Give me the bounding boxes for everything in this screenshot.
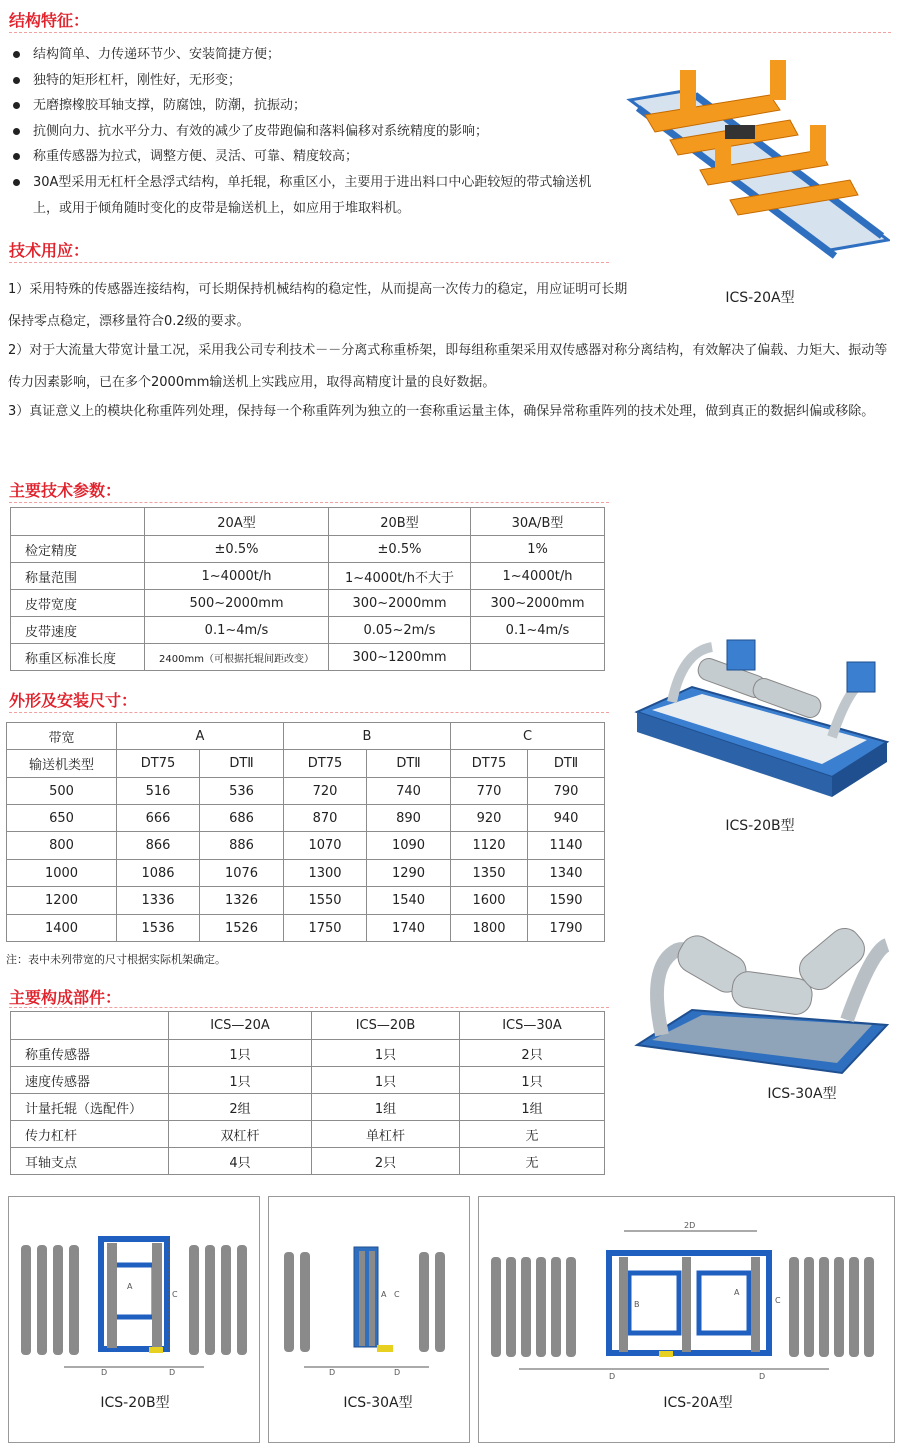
- table-header-cell: DT75: [117, 750, 200, 778]
- application-title: 技术用应：: [9, 241, 90, 260]
- table-cell: 1536: [117, 915, 200, 942]
- table-cell: 1336: [117, 887, 200, 915]
- table-header-cell: ICS—30A: [460, 1012, 605, 1040]
- divider: [9, 262, 609, 263]
- table-cell: 2组: [169, 1094, 312, 1121]
- dim-label: D: [759, 1372, 766, 1381]
- table-cell: 890: [367, 805, 451, 832]
- table-cell: 0.1~4m/s: [145, 617, 329, 644]
- table-cell: 1800: [451, 915, 528, 942]
- table-header-cell: DT75: [451, 750, 528, 778]
- table-cell: 2400mm（可根据托辊间距改变）: [145, 644, 329, 671]
- product-image-ics-20b: [632, 632, 892, 812]
- table-cell: 1只: [312, 1040, 460, 1067]
- application-paragraph-2: 2）对于大流量大带宽计量工况，采用我公司专利技术－－分离式称重桥架，即每组称重架采用双传感器对称分离结构，有效解决了偏载、力矩大、振动等传力因素影响，已在多个2000mm输送机上实践应用，取得高精度计量的良好数据。: [8, 343, 888, 390]
- table-cell: 866: [117, 832, 200, 860]
- params-title: 主要技术参数：: [9, 481, 122, 500]
- table-cell: 1740: [367, 915, 451, 942]
- diagram-caption-ics-20a: ICS-20A型: [663, 1395, 733, 1411]
- table-cell: 1只: [169, 1067, 312, 1094]
- table-cell: 1750: [284, 915, 367, 942]
- table-row: [7, 887, 605, 915]
- table-cell: 1070: [284, 832, 367, 860]
- table-cell: 1326: [200, 887, 284, 915]
- dim-label: D: [329, 1368, 336, 1377]
- diagram-caption-ics-20b: ICS-20B型: [100, 1395, 170, 1411]
- table-cell: 1组: [312, 1094, 460, 1121]
- table-cell: 1%: [471, 536, 605, 563]
- table-cell: 790: [528, 778, 605, 805]
- table-cell: 650: [7, 805, 117, 832]
- table-header-row: [7, 750, 605, 778]
- table-header-cell: 带宽: [7, 723, 117, 750]
- table-cell: ±0.5%: [329, 536, 471, 563]
- table-cell: 速度传感器: [11, 1067, 169, 1094]
- dim-label: D: [609, 1372, 616, 1381]
- table-cell: 1~4000t/h: [145, 563, 329, 590]
- table-cell: 1350: [451, 860, 528, 887]
- dim-label: D: [169, 1368, 176, 1377]
- table-cell: 300~2000mm: [471, 590, 605, 617]
- dims-title: 外形及安装尺寸：: [9, 691, 138, 710]
- table-cell: 1120: [451, 832, 528, 860]
- table-cell: 1590: [528, 887, 605, 915]
- dim-label: C: [172, 1290, 178, 1299]
- list-item: 抗侧向力、抗水平分力、有效的减少了皮带跑偏和落料偏移对系统精度的影响；: [8, 119, 608, 145]
- table-header-cell: 20A型: [145, 508, 329, 536]
- table-cell: 500~2000mm: [145, 590, 329, 617]
- table-cell: 300~2000mm: [329, 590, 471, 617]
- table-cell: 770: [451, 778, 528, 805]
- table-cell: 1790: [528, 915, 605, 942]
- divider: [9, 1007, 609, 1008]
- product-caption-ics-20a: ICS-20A型: [725, 290, 795, 306]
- table-cell: ±0.5%: [145, 536, 329, 563]
- table-cell: 1076: [200, 860, 284, 887]
- table-header-cell: DTⅡ: [367, 750, 451, 778]
- table-header-cell: ICS—20A: [169, 1012, 312, 1040]
- table-cell: 1只: [312, 1067, 460, 1094]
- table-header-cell: 输送机类型: [7, 750, 117, 778]
- table-cell: 740: [367, 778, 451, 805]
- table-cell: 无: [460, 1121, 605, 1148]
- table-row: [11, 1067, 605, 1094]
- table-row: [7, 915, 605, 942]
- diagram-caption-ics-30a: ICS-30A型: [343, 1395, 413, 1411]
- table-cell: 920: [451, 805, 528, 832]
- list-item: 30A型采用无杠杆全悬浮式结构，单托辊，称重区小，主要用于进出料口中心距较短的带式输送机上，或用于倾角随时变化的皮带是输送机上，如应用于堆取料机。: [8, 170, 608, 221]
- table-header-cell: 30A/B型: [471, 508, 605, 536]
- table-cell: 1200: [7, 887, 117, 915]
- params-table: [10, 507, 605, 671]
- table-cell: 0.05~2m/s: [329, 617, 471, 644]
- application-paragraph-1: 1）采用特殊的传感器连接结构，可长期保持机械结构的稳定性，从而提高一次传力的稳定，用应证明可长期保持零点稳定，漂移量符合0.2级的要求。: [8, 282, 628, 329]
- table-row: [11, 536, 605, 563]
- divider: [9, 32, 891, 33]
- table-cell: 双杠杆: [169, 1121, 312, 1148]
- table-cell: 1400: [7, 915, 117, 942]
- table-header-cell: [11, 508, 145, 536]
- table-row: [11, 1148, 605, 1175]
- dim-label: B: [634, 1300, 640, 1309]
- table-row: [7, 805, 605, 832]
- dim-label: A: [734, 1288, 740, 1297]
- table-row: [7, 860, 605, 887]
- dim-label: D: [101, 1368, 108, 1377]
- table-cell: 666: [117, 805, 200, 832]
- table-row: [11, 617, 605, 644]
- table-cell: 1~4000t/h: [471, 563, 605, 590]
- features-list: [8, 42, 608, 221]
- table-cell: 1140: [528, 832, 605, 860]
- table-cell: 1600: [451, 887, 528, 915]
- table-cell: 300~1200mm: [329, 644, 471, 671]
- dim-label: A: [127, 1282, 133, 1291]
- table-cell: 称量范围: [11, 563, 145, 590]
- table-cell: 1300: [284, 860, 367, 887]
- dim-label: C: [394, 1290, 400, 1299]
- table-cell: 称重传感器: [11, 1040, 169, 1067]
- table-header-row: [11, 508, 605, 536]
- table-header-cell: C: [451, 723, 605, 750]
- table-row: [11, 1040, 605, 1067]
- dim-label: D: [394, 1368, 401, 1377]
- table-cell: 1340: [528, 860, 605, 887]
- table-cell: 1540: [367, 887, 451, 915]
- table-cell: 720: [284, 778, 367, 805]
- table-header-cell: DTⅡ: [200, 750, 284, 778]
- table-cell: 0.1~4m/s: [471, 617, 605, 644]
- list-item: 无磨擦橡胶耳轴支撑，防腐蚀，防潮，抗振动；: [8, 93, 608, 119]
- table-header-cell: DTⅡ: [528, 750, 605, 778]
- list-item: 独特的矩形杠杆，刚性好，无形变；: [8, 68, 608, 94]
- product-image-ics-20a: [620, 50, 890, 280]
- table-cell: 传力杠杆: [11, 1121, 169, 1148]
- table-row: [11, 1121, 605, 1148]
- table-cell: 1550: [284, 887, 367, 915]
- table-row: [7, 778, 605, 805]
- table-cell: 686: [200, 805, 284, 832]
- table-cell: 1~4000t/h不大于: [329, 563, 471, 590]
- features-title: 结构特征：: [9, 11, 90, 30]
- table-cell: 1000: [7, 860, 117, 887]
- table-cell: 2只: [312, 1148, 460, 1175]
- table-cell: 1组: [460, 1094, 605, 1121]
- table-cell: 536: [200, 778, 284, 805]
- dim-label: A: [381, 1290, 387, 1299]
- table-cell: [471, 644, 605, 671]
- table-cell: 4只: [169, 1148, 312, 1175]
- table-cell: 516: [117, 778, 200, 805]
- dims-note: 注：表中未列带宽的尺寸根据实际机架确定。: [6, 953, 226, 966]
- table-cell: 检定精度: [11, 536, 145, 563]
- list-item: 称重传感器为拉式，调整方便、灵活、可靠、精度较高；: [8, 144, 608, 170]
- table-row: [7, 832, 605, 860]
- table-cell: 800: [7, 832, 117, 860]
- parts-title: 主要构成部件：: [9, 988, 122, 1007]
- table-row: [11, 644, 605, 671]
- divider: [9, 502, 609, 503]
- table-cell: 1只: [460, 1067, 605, 1094]
- table-header-cell: ICS—20B: [312, 1012, 460, 1040]
- table-cell: 1只: [169, 1040, 312, 1067]
- dim-label: C: [775, 1296, 781, 1305]
- table-cell: 886: [200, 832, 284, 860]
- dim-label: 2D: [684, 1221, 696, 1230]
- table-header-cell: A: [117, 723, 284, 750]
- table-header-cell: DT75: [284, 750, 367, 778]
- table-cell: 1090: [367, 832, 451, 860]
- table-row: [11, 563, 605, 590]
- table-header-row: [7, 723, 605, 750]
- table-cell: 940: [528, 805, 605, 832]
- parts-table: [10, 1011, 605, 1175]
- table-cell: 500: [7, 778, 117, 805]
- table-cell: 计量托辊（选配件）: [11, 1094, 169, 1121]
- product-caption-ics-30a: ICS-30A型: [767, 1086, 837, 1102]
- table-header-cell: 20B型: [329, 508, 471, 536]
- table-header-cell: [11, 1012, 169, 1040]
- table-header-cell: B: [284, 723, 451, 750]
- table-row: [11, 590, 605, 617]
- table-row: [11, 1094, 605, 1121]
- table-cell: 皮带速度: [11, 617, 145, 644]
- dims-table: [6, 722, 605, 942]
- table-cell: 1086: [117, 860, 200, 887]
- product-image-ics-30a: [632, 925, 894, 1080]
- table-cell: 1290: [367, 860, 451, 887]
- product-caption-ics-20b: ICS-20B型: [725, 818, 795, 834]
- table-cell: 870: [284, 805, 367, 832]
- table-header-row: [11, 1012, 605, 1040]
- list-item: 结构简单、力传递环节少、安装简捷方便；: [8, 42, 608, 68]
- table-cell: 无: [460, 1148, 605, 1175]
- divider: [9, 712, 609, 713]
- table-cell: 称重区标准长度: [11, 644, 145, 671]
- table-cell: 1526: [200, 915, 284, 942]
- table-cell: 皮带宽度: [11, 590, 145, 617]
- table-cell: 单杠杆: [312, 1121, 460, 1148]
- application-paragraph-3: 3）真证意义上的模块化称重阵列处理，保持每一个称重阵列为独立的一套称重运量主体，确保异常称重阵列的技术处理，做到真正的数据纠偏或移除。: [8, 404, 875, 419]
- table-cell: 耳轴支点: [11, 1148, 169, 1175]
- table-cell: 2只: [460, 1040, 605, 1067]
